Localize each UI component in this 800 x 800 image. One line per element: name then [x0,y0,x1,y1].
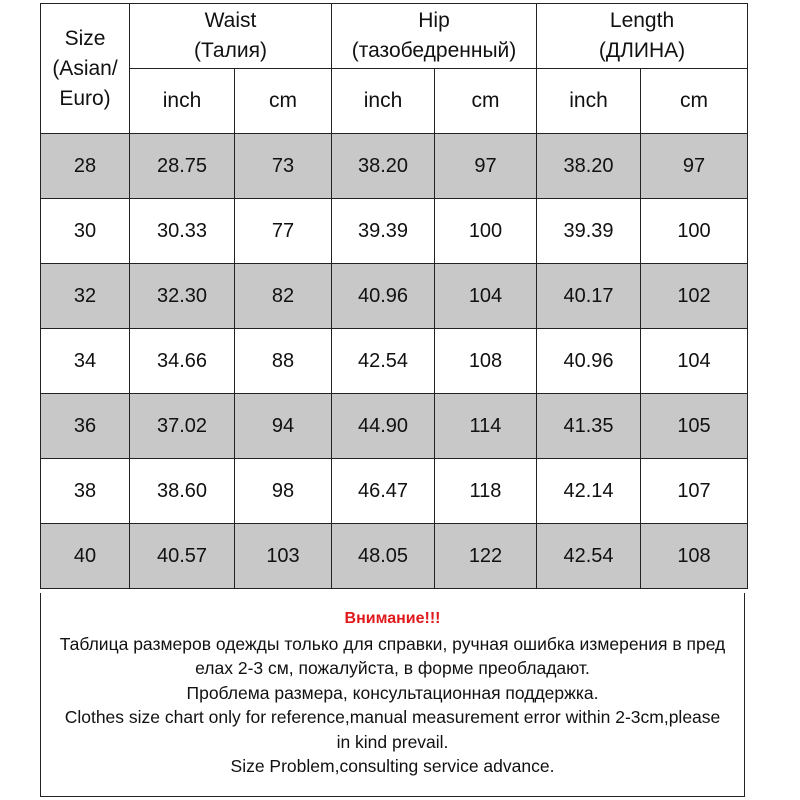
table-row [41,394,748,459]
measure-cell: 104 [641,329,748,394]
size-cell: 34 [41,329,130,394]
measure-cell: 100 [641,199,748,264]
group-title: Hip [418,9,450,32]
measure-cell: 104 [435,264,537,329]
measure-cell: 114 [435,394,537,459]
measure-cell: 30.33 [130,199,235,264]
measure-cell: 40.17 [537,264,641,329]
unit-header: inch [130,69,235,134]
measure-cell: 34.66 [130,329,235,394]
unit-header: cm [235,69,332,134]
measure-cell: 73 [235,134,332,199]
measure-cell: 102 [641,264,748,329]
unit-header: cm [435,69,537,134]
measure-cell: 97 [435,134,537,199]
length-group-header [537,4,748,69]
size-cell: 36 [41,394,130,459]
waist-group-header [130,4,332,69]
header-row-groups [41,4,748,69]
header-row-units [41,69,748,134]
measure-cell: 42.54 [332,329,435,394]
measure-cell: 122 [435,524,537,589]
measure-cell: 38.20 [332,134,435,199]
measure-cell: 44.90 [332,394,435,459]
measure-cell: 108 [641,524,748,589]
unit-header: inch [537,69,641,134]
measure-cell: 77 [235,199,332,264]
table-row [41,264,748,329]
group-subtitle: (Талия) [194,39,267,62]
note-line: Size Problem,consulting service advance. [230,756,555,776]
measure-cell: 107 [641,459,748,524]
measure-cell: 94 [235,394,332,459]
measure-cell: 28.75 [130,134,235,199]
table-body [41,134,748,589]
measure-cell: 39.39 [332,199,435,264]
measure-cell: 103 [235,524,332,589]
size-cell: 30 [41,199,130,264]
measure-cell: 42.54 [537,524,641,589]
measure-cell: 40.96 [537,329,641,394]
group-title: Length [609,9,675,32]
measure-cell: 38.20 [537,134,641,199]
measure-cell: 38.60 [130,459,235,524]
measure-cell: 48.05 [332,524,435,589]
measure-cell: 37.02 [130,394,235,459]
group-subtitle: (ДЛИНА) [598,39,686,62]
warning-heading: Внимание!!! [344,610,441,627]
size-cell: 28 [41,134,130,199]
size-header-line: Euro) [59,86,111,110]
measure-cell: 42.14 [537,459,641,524]
note-line: елах 2-3 см, пожалуйста, в форме преобладают. [195,658,590,678]
size-column-header [41,4,130,134]
measure-cell: 97 [641,134,748,199]
size-chart-table [40,3,748,589]
table-row [41,134,748,199]
measure-cell: 40.57 [130,524,235,589]
measure-cell: 118 [435,459,537,524]
unit-header: cm [641,69,748,134]
measure-cell: 98 [235,459,332,524]
measure-cell: 82 [235,264,332,329]
note-line: in kind prevail. [336,731,449,752]
measure-cell: 41.35 [537,394,641,459]
table-row [41,329,748,394]
size-cell: 38 [41,459,130,524]
table-row [41,524,748,589]
note-line: Таблица размеров одежды только для справки, ручная ошибка измерения в пред [59,633,726,654]
measure-cell: 46.47 [332,459,435,524]
group-subtitle: (тазобедренный) [351,39,517,62]
size-cell: 32 [41,264,130,329]
unit-header: inch [332,69,435,134]
measure-cell: 39.39 [537,199,641,264]
measure-cell: 88 [235,329,332,394]
measure-cell: 100 [435,199,537,264]
size-cell: 40 [41,524,130,589]
measure-cell: 40.96 [332,264,435,329]
note-line: Clothes size chart only for reference,manual measurement error within 2-3cm,please [64,707,721,727]
measure-cell: 108 [435,329,537,394]
table-row [41,199,748,264]
table-row [41,459,748,524]
measure-cell: 32.30 [130,264,235,329]
size-header-line: Size [64,26,106,50]
measure-cell: 105 [641,394,748,459]
size-header-line: (Asian/ [52,56,118,80]
note-line: Проблема размера, консультационная поддержка. [186,682,599,703]
notes-box [40,593,745,797]
group-title: Waist [204,9,257,32]
hip-group-header [332,4,537,69]
